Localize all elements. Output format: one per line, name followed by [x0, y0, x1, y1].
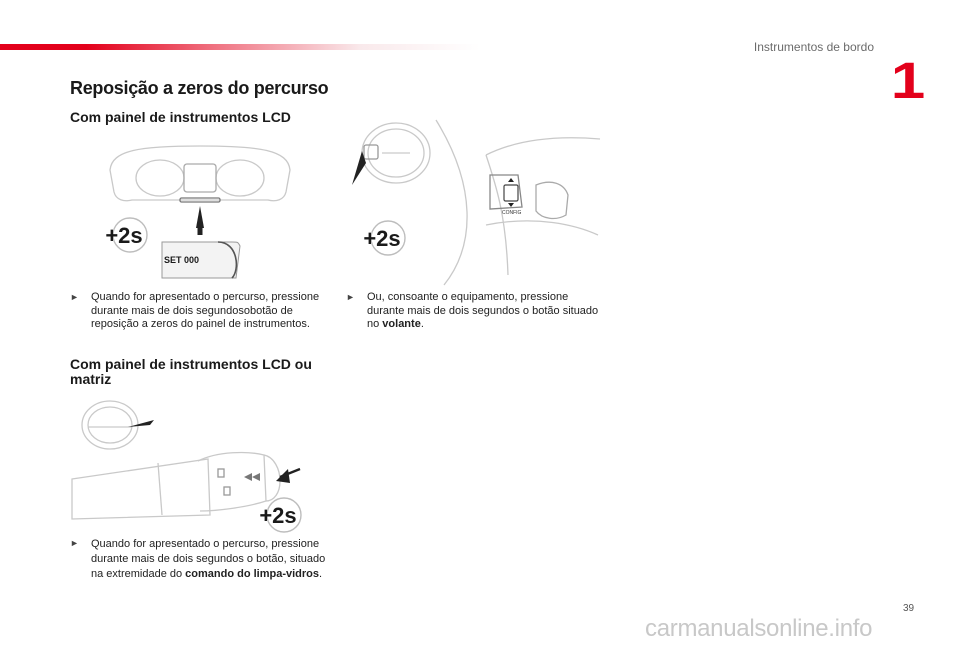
bullet-item-steering [346, 291, 606, 336]
bullet-item-lcd [70, 291, 330, 347]
wiper-stalk-illustration [68, 395, 308, 535]
chapter-number [890, 52, 926, 110]
config-button-label: CONFIG [502, 210, 522, 216]
bullet-marker: ► [70, 538, 79, 548]
section-heading-lcd: Com painel de instrumentos LCD [70, 109, 291, 125]
bullet-text-wrap [91, 537, 331, 582]
header-accent-bar [0, 44, 480, 50]
plus-2s-badge-1 [105, 218, 147, 252]
bullet-after: . [319, 568, 323, 580]
set-button-label: SET 000 [164, 255, 200, 265]
page-title: Reposição a zeros do percurso [70, 78, 329, 98]
bullet-text: Quando for apresentado o percurso, pressione durante mais de dois segundosobotão de reposição a zeros do painel de instrumentos. [91, 291, 320, 330]
page-number: 39 [903, 603, 915, 614]
svg-text:+2s: +2s [105, 223, 143, 248]
bullet-bold: volante [382, 318, 421, 330]
bullet-marker: ► [346, 292, 355, 302]
steering-wheel-illustration [336, 115, 604, 290]
bullet-text-wrap [367, 291, 602, 332]
svg-text:+2s: +2s [259, 503, 297, 528]
svg-text:+2s: +2s [363, 226, 401, 251]
bullet-item-wiper [70, 537, 330, 601]
chapter-number-text: 1 [890, 53, 926, 110]
bullet-bold: comando do limpa-vidros [185, 568, 320, 580]
watermark: carmanualsonline.info [645, 615, 873, 642]
instrument-panel-illustration [100, 140, 300, 285]
plus-2s-badge-2 [363, 221, 405, 255]
bullet-text: Ou, consoante o equipamento, pressione durante mais de dois segundos o botão situado no [367, 291, 599, 330]
plus-2s-badge-3 [259, 498, 301, 532]
bullet-marker: ► [70, 292, 79, 302]
bullet-after: . [420, 318, 424, 330]
header-section-title: Instrumentos de bordo [753, 40, 874, 54]
section-heading-lcd-matrix: Com painel de instrumentos LCD ou matriz [70, 356, 312, 387]
bullet-text: Quando for apresentado o percurso, pressione durante mais de dois segundos o botão, situado na extremidade do [91, 538, 326, 580]
